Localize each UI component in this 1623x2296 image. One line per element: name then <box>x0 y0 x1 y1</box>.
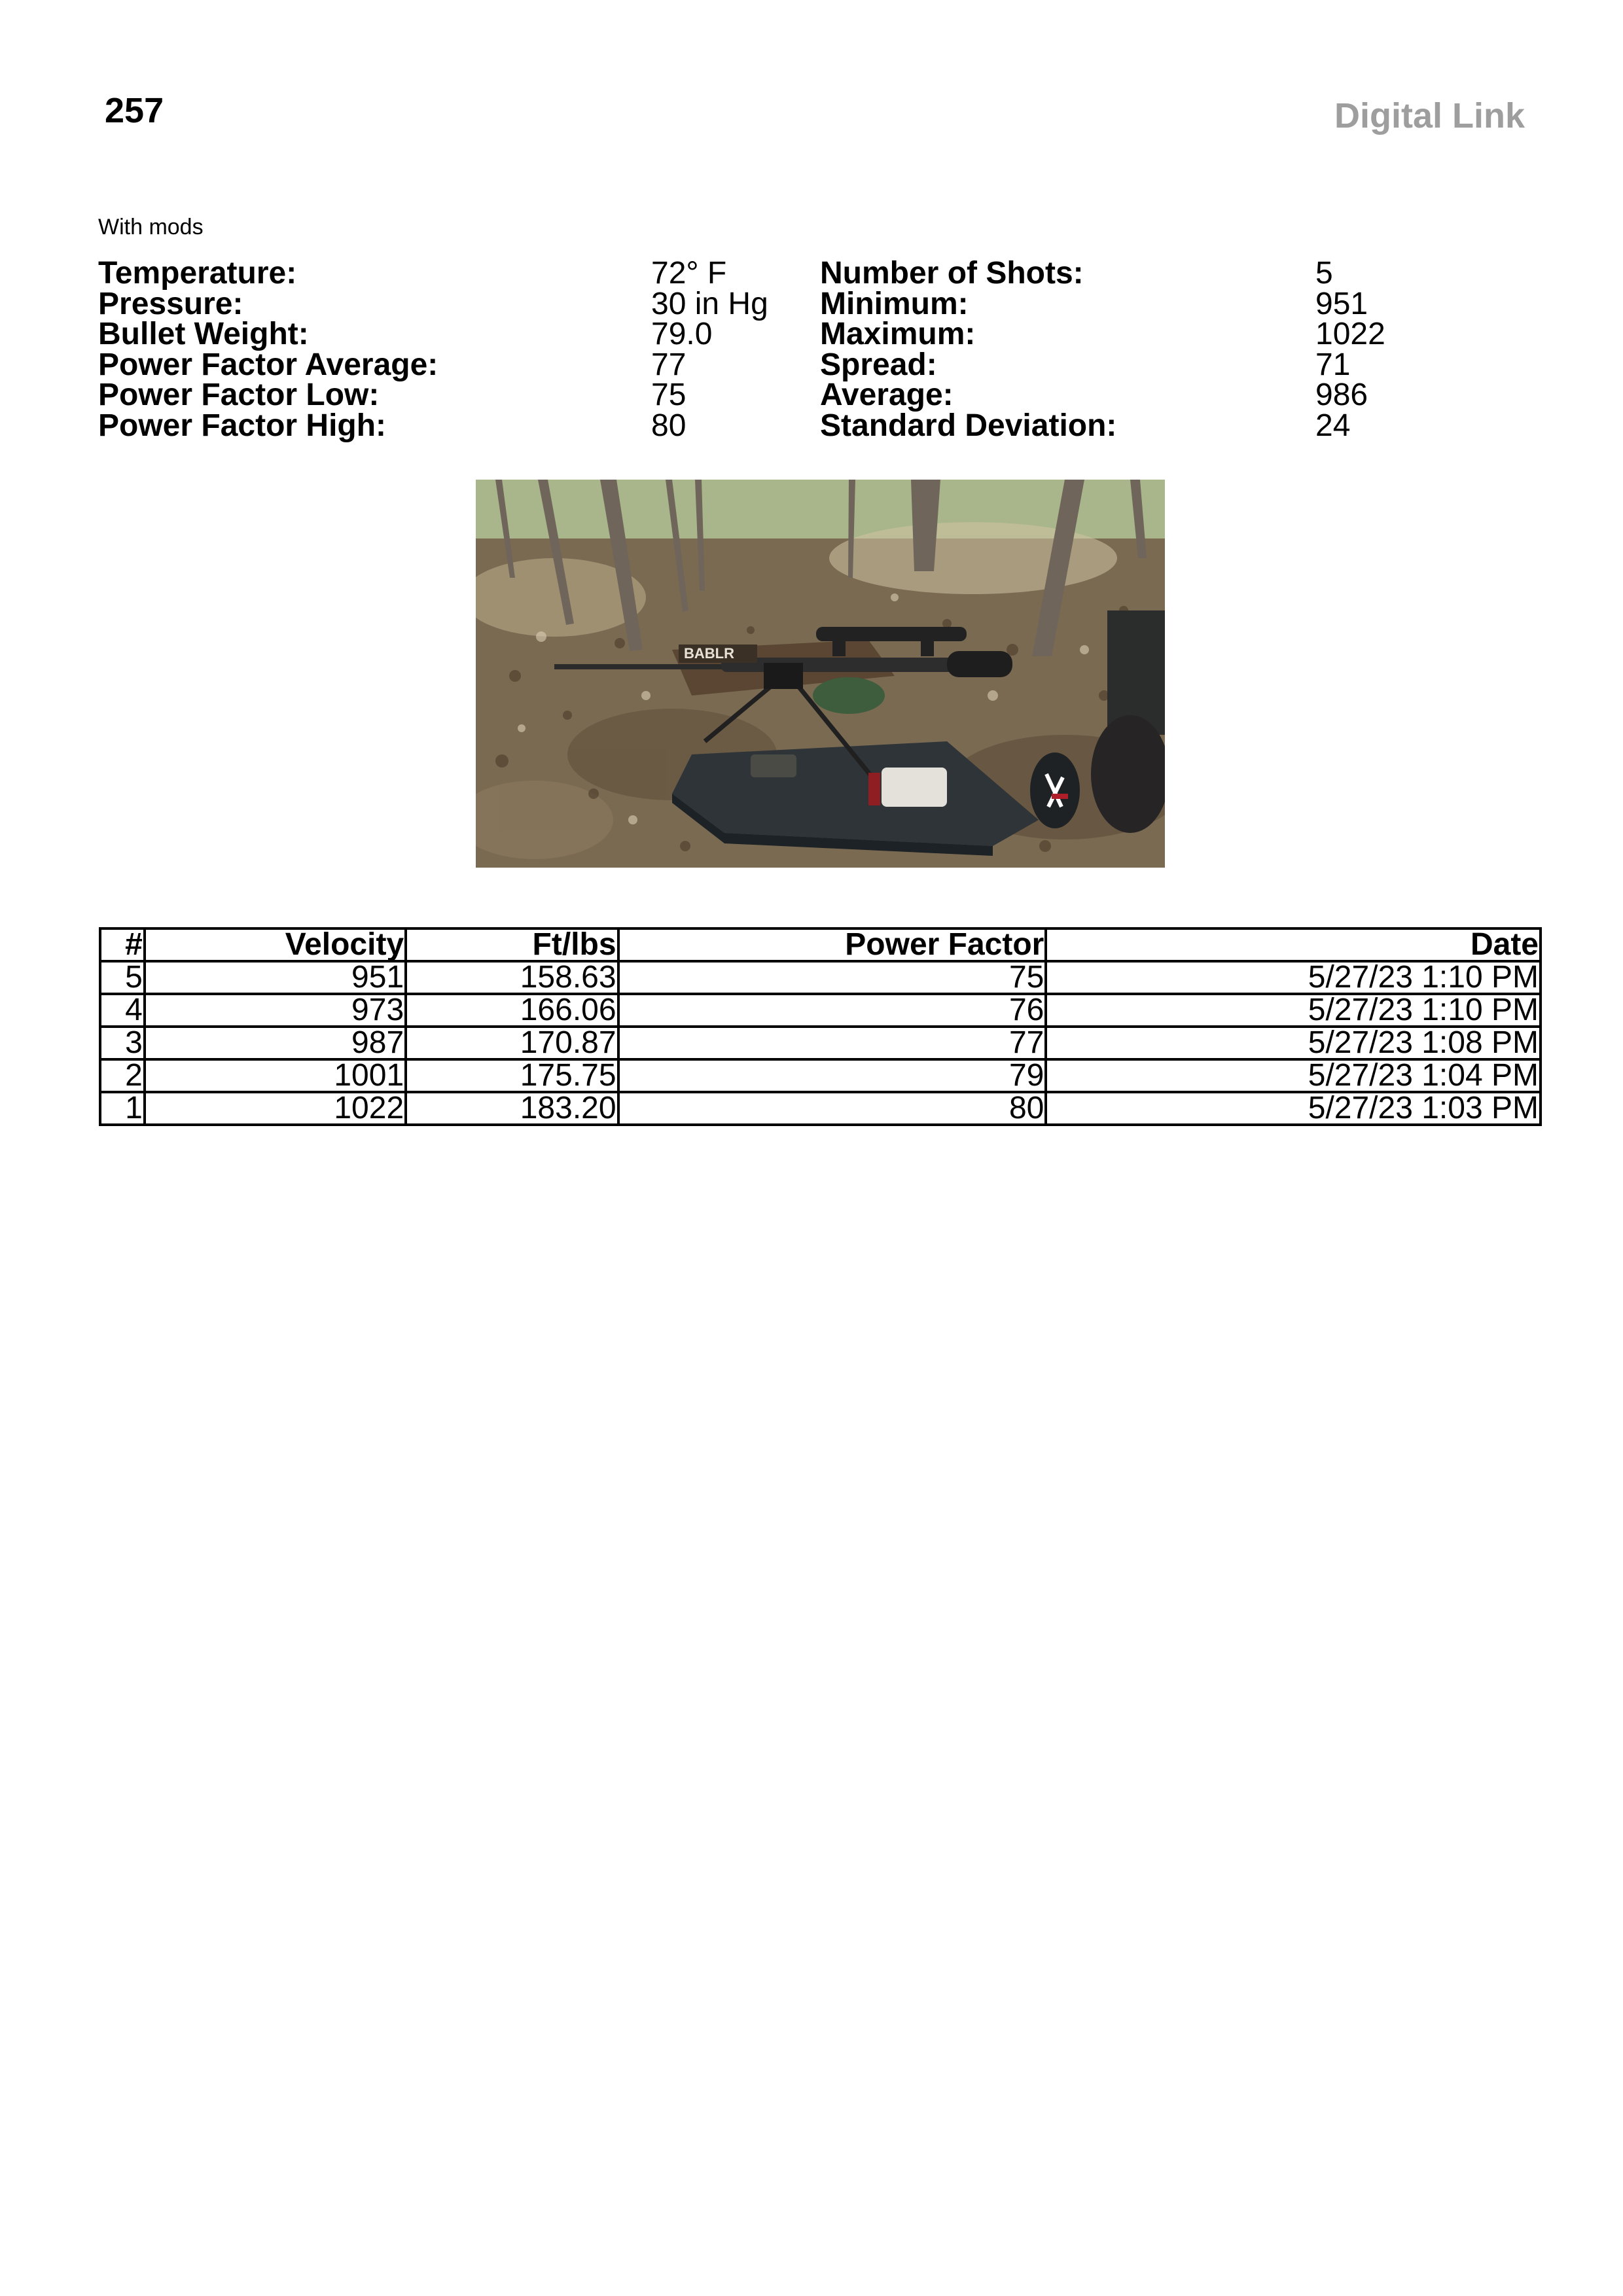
shot-power-factor: 79 <box>618 1059 1046 1092</box>
power-factor-low-value: 75 <box>651 378 687 412</box>
shot-number: 1 <box>100 1092 145 1125</box>
shot-ft-lbs: 183.20 <box>406 1092 618 1125</box>
number-of-shots-value: 5 <box>1315 256 1333 291</box>
shot-power-factor: 75 <box>618 961 1046 994</box>
average-value: 986 <box>1315 378 1368 412</box>
bag-label: BABLR <box>684 645 734 662</box>
shot-power-factor: 76 <box>618 994 1046 1027</box>
stat-row-6 <box>98 408 1407 443</box>
shot-date: 5/27/23 1:08 PM <box>1046 1027 1541 1059</box>
stats-block <box>98 258 1407 448</box>
shot-number: 2 <box>100 1059 145 1092</box>
standard-deviation-value: 24 <box>1315 408 1351 443</box>
power-factor-average-label: Power Factor Average: <box>98 347 438 382</box>
shot-date: 5/27/23 1:10 PM <box>1046 994 1541 1027</box>
maximum-value: 1022 <box>1315 317 1385 351</box>
session-note: With mods <box>98 215 204 239</box>
table-row <box>100 961 1541 994</box>
shot-ft-lbs: 175.75 <box>406 1059 618 1092</box>
shot-table <box>99 927 1542 1126</box>
shot-power-factor: 80 <box>618 1092 1046 1125</box>
pressure-label: Pressure: <box>98 286 243 321</box>
stat-row-2 <box>98 286 1407 321</box>
shot-velocity: 1022 <box>145 1092 406 1125</box>
col-header-velocity: Velocity <box>145 928 406 961</box>
shot-number: 4 <box>100 994 145 1027</box>
rifle-photo <box>476 480 1165 868</box>
number-of-shots-label: Number of Shots: <box>820 256 1084 291</box>
temperature-label: Temperature: <box>98 256 297 291</box>
shot-ft-lbs: 170.87 <box>406 1027 618 1059</box>
shot-velocity: 951 <box>145 961 406 994</box>
table-row <box>100 1092 1541 1125</box>
table-row <box>100 994 1541 1027</box>
shot-ft-lbs: 166.06 <box>406 994 618 1027</box>
temperature-value: 72° F <box>651 256 727 291</box>
spread-label: Spread: <box>820 347 937 382</box>
shot-power-factor: 77 <box>618 1027 1046 1059</box>
pressure-value: 30 in Hg <box>651 286 768 321</box>
shot-ft-lbs: 158.63 <box>406 961 618 994</box>
brand-title: Digital Link <box>1334 96 1525 135</box>
shot-date: 5/27/23 1:10 PM <box>1046 961 1541 994</box>
col-header-ft-lbs: Ft/lbs <box>406 928 618 961</box>
bullet-weight-value: 79.0 <box>651 317 713 351</box>
power-factor-high-value: 80 <box>651 408 687 443</box>
table-header-row <box>100 928 1541 961</box>
average-label: Average: <box>820 378 954 412</box>
bullet-weight-label: Bullet Weight: <box>98 317 309 351</box>
shot-date: 5/27/23 1:04 PM <box>1046 1059 1541 1092</box>
shot-date: 5/27/23 1:03 PM <box>1046 1092 1541 1125</box>
shot-velocity: 987 <box>145 1027 406 1059</box>
power-factor-average-value: 77 <box>651 347 687 382</box>
standard-deviation-label: Standard Deviation: <box>820 408 1117 443</box>
table-row <box>100 1059 1541 1092</box>
col-header-date: Date <box>1046 928 1541 961</box>
spread-value: 71 <box>1315 347 1351 382</box>
stat-row-4 <box>98 347 1407 382</box>
col-header-power-factor: Power Factor <box>618 928 1046 961</box>
minimum-label: Minimum: <box>820 286 969 321</box>
power-factor-low-label: Power Factor Low: <box>98 378 380 412</box>
stat-row-1 <box>98 258 1407 289</box>
page-number: 257 <box>105 91 164 130</box>
shot-number: 5 <box>100 961 145 994</box>
minimum-value: 951 <box>1315 286 1368 321</box>
table-row <box>100 1027 1541 1059</box>
stat-row-5 <box>98 380 1407 411</box>
stat-row-3 <box>98 319 1407 350</box>
shot-number: 3 <box>100 1027 145 1059</box>
shot-velocity: 973 <box>145 994 406 1027</box>
power-factor-high-label: Power Factor High: <box>98 408 387 443</box>
shot-velocity: 1001 <box>145 1059 406 1092</box>
maximum-label: Maximum: <box>820 317 976 351</box>
col-header-number: # <box>100 928 145 961</box>
